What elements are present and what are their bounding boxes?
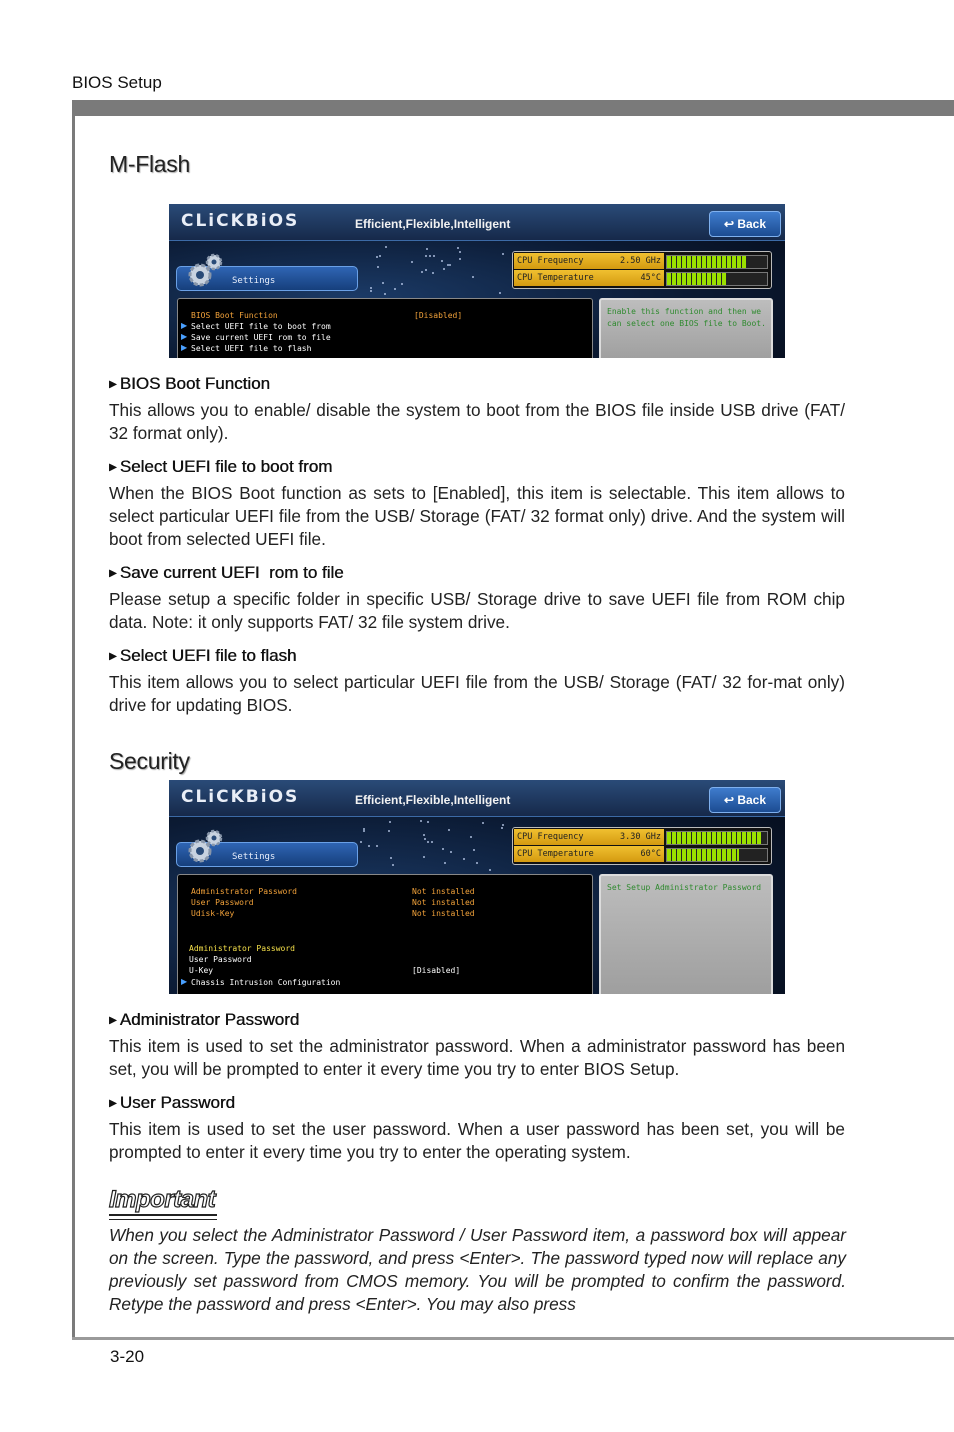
background-star	[385, 246, 387, 248]
bios-help-panel	[599, 298, 773, 358]
page-number: 3-20	[110, 1347, 145, 1366]
background-star	[376, 256, 378, 258]
background-star	[370, 287, 372, 289]
status-udisk-key-value: Not installed	[412, 909, 475, 918]
cpu-temperature-row	[514, 846, 770, 862]
important-note: When you select the Administrator Password / User Password item, a password box will appear on the screen. Type the password, and press <Enter>. The password typed now will replace any previously set password from CMOS memory. You will be prompted to confirm the password. Retype the password and press <Enter>. You may also press	[109, 1225, 846, 1314]
status-user-password: User Password	[191, 898, 254, 907]
bios-header	[169, 204, 785, 241]
background-star	[450, 851, 452, 853]
background-star	[427, 841, 429, 843]
back-button[interactable]: ↩ Back	[709, 211, 781, 237]
cpu-temperature-value: 45°C	[594, 270, 664, 286]
menu-item-u-key[interactable]: U-Key	[189, 966, 214, 975]
background-star	[449, 264, 451, 266]
back-label: Back	[737, 793, 767, 807]
menu-item-admin-password[interactable]: Administrator Password	[189, 944, 295, 953]
bottom-rule	[72, 1337, 954, 1340]
back-button[interactable]: ↩ Back	[709, 787, 781, 813]
background-star	[423, 856, 425, 858]
background-star	[388, 830, 390, 832]
background-star	[473, 849, 475, 851]
background-star	[463, 858, 465, 860]
triangle-bullet-icon: ▶	[109, 568, 117, 579]
cpu-temperature-fill	[667, 273, 727, 285]
submenu-arrow-icon: ▶	[181, 977, 188, 986]
background-star	[459, 251, 461, 253]
background-star	[448, 829, 450, 831]
subhead-select-uefi-boot: ▶ Select UEFI file to boot from	[109, 457, 333, 476]
subhead-select-uefi-flash: ▶ Select UEFI file to flash	[109, 646, 297, 665]
menu-item-select-uefi-flash[interactable]: Select UEFI file to flash	[191, 344, 312, 353]
cpu-frequency-label: CPU Frequency	[514, 829, 594, 845]
cpu-temperature-fill	[667, 849, 739, 861]
cpu-temperature-row	[514, 270, 770, 286]
gear-icon	[185, 828, 225, 868]
background-star	[432, 272, 434, 274]
background-star	[389, 821, 391, 823]
background-star	[429, 255, 431, 257]
background-star	[421, 271, 423, 273]
security-title: Security	[109, 748, 190, 774]
help-text: Enable this function and then we can select one BIOS file to Boot.	[607, 307, 766, 328]
status-user-password-value: Not installed	[412, 898, 475, 907]
background-star	[433, 255, 435, 257]
cpu-frequency-row	[514, 829, 770, 845]
left-rule	[72, 100, 75, 1340]
background-star	[444, 862, 446, 864]
background-star	[424, 838, 426, 840]
cpu-temperature-bar	[666, 272, 768, 286]
background-star	[502, 824, 504, 826]
bios-tagline: Efficient,Flexible,Intelligent	[355, 217, 511, 231]
cpu-frequency-bar	[666, 255, 768, 269]
cpu-temperature-label: CPU Temperature	[514, 270, 594, 286]
background-star	[441, 260, 443, 262]
background-star	[368, 845, 370, 847]
cpu-temperature-bar	[666, 848, 768, 862]
para-save-uefi-rom: Please setup a specific folder in specific USB/ Storage drive to save UEFI file from ROM chip data. Note: it only supports FAT/ 32 file system drive.	[109, 589, 845, 632]
submenu-arrow-icon: ▶	[181, 321, 188, 330]
submenu-arrow-icon: ▶	[181, 332, 188, 341]
bios-menu-panel	[177, 298, 593, 358]
cpu-frequency-row	[514, 253, 770, 269]
cpu-temperature-label: CPU Temperature	[514, 846, 594, 862]
background-star	[489, 869, 491, 871]
background-star	[501, 827, 503, 829]
bios-help-panel	[599, 874, 773, 994]
status-udisk-key: Udisk-Key	[191, 909, 235, 918]
menu-item-value: [Disabled]	[414, 311, 463, 320]
cpu-frequency-fill	[667, 832, 762, 844]
background-star	[442, 848, 444, 850]
cpu-frequency-fill	[667, 256, 747, 268]
background-star	[425, 269, 427, 271]
background-star	[482, 822, 484, 824]
clickbios-logo: CLiCKBiOS	[181, 211, 300, 231]
background-star	[476, 862, 478, 864]
para-bios-boot-function: This allows you to enable/ disable the system to boot from the BIOS file inside USB drive (FAT/ 32 format only).	[109, 400, 845, 443]
subhead-user-password: ▶ User Password	[109, 1093, 235, 1112]
background-star	[459, 258, 461, 260]
clickbios-logo: CLiCKBiOS	[181, 787, 300, 807]
running-head: BIOS Setup	[72, 73, 162, 92]
background-star	[382, 282, 384, 284]
background-star	[360, 841, 362, 843]
cpu-frequency-value: 2.50 GHz	[594, 253, 664, 269]
gear-icon	[185, 252, 225, 292]
important-underline-thin	[109, 1219, 217, 1220]
background-star	[384, 293, 386, 295]
subhead-admin-password: ▶ Administrator Password	[109, 1010, 300, 1029]
menu-item-save-uefi-rom[interactable]: Save current UEFI rom to file	[191, 333, 331, 342]
para-select-uefi-flash: This item allows you to select particular UEFI file from the USB/ Storage (FAT/ 32 for-mat only) drive for updating BIOS.	[109, 672, 845, 715]
mflash-title: M-Flash	[109, 151, 190, 177]
background-star	[431, 841, 433, 843]
header-bar	[72, 100, 954, 116]
background-star	[411, 261, 413, 263]
background-star	[401, 283, 403, 285]
background-star	[457, 247, 459, 249]
background-star	[392, 864, 394, 866]
security-bios-screenshot	[169, 780, 785, 994]
background-star	[426, 248, 428, 250]
para-user-password: This item is used to set the user password. When a user password has been set, you will be prompted to enter it every time you try to enter the operating system.	[109, 1119, 845, 1162]
triangle-bullet-icon: ▶	[109, 1098, 117, 1109]
para-admin-password: This item is used to set the administrator password. When a administrator password has been set, you will be prompted to enter it every time you try to enter BIOS Setup.	[109, 1036, 845, 1079]
cpu-frequency-label: CPU Frequency	[514, 253, 594, 269]
background-star	[390, 857, 392, 859]
background-star	[427, 821, 429, 823]
background-star	[379, 255, 381, 257]
menu-item-u-key-value: [Disabled]	[412, 966, 461, 975]
cpu-temperature-value: 60°C	[594, 846, 664, 862]
bios-tagline: Efficient,Flexible,Intelligent	[355, 793, 511, 807]
subhead-bios-boot-function: ▶ BIOS Boot Function	[109, 374, 270, 393]
background-star	[443, 268, 445, 270]
background-star	[499, 292, 501, 294]
background-star	[394, 288, 396, 290]
status-admin-password-value: Not installed	[412, 887, 475, 896]
triangle-bullet-icon: ▶	[109, 1015, 117, 1026]
background-star	[376, 845, 378, 847]
important-title: Important	[109, 1186, 216, 1213]
submenu-arrow-icon: ▶	[181, 343, 188, 352]
back-label: Back	[737, 217, 767, 231]
background-star	[472, 276, 474, 278]
help-text: Set Setup Administrator Password	[607, 883, 762, 892]
background-star	[370, 290, 372, 292]
menu-item-user-password[interactable]: User Password	[189, 955, 252, 964]
background-star	[363, 830, 365, 832]
mflash-bios-screenshot	[169, 204, 785, 358]
triangle-bullet-icon: ▶	[109, 651, 117, 662]
cpu-stats	[512, 827, 772, 865]
settings-tab-label: Settings	[232, 276, 276, 286]
menu-item-bios-boot-function[interactable]: BIOS Boot Function	[191, 311, 278, 320]
para-select-uefi-boot: When the BIOS Boot function as sets to [Enabled], this item is selectable. This item allows to select particular UEFI file from the USB/ Storage (FAT/ 32 format only) drive. And the system will boot from selected UEFI file.	[109, 483, 845, 549]
triangle-bullet-icon: ▶	[109, 462, 117, 473]
background-star	[502, 253, 504, 255]
background-star	[425, 255, 427, 257]
subhead-save-uefi-rom: ▶ Save current UEFI rom to file	[109, 563, 344, 582]
settings-tab-label: Settings	[232, 852, 276, 862]
menu-item-chassis-intrusion[interactable]: Chassis Intrusion Configuration	[191, 978, 341, 987]
background-star	[470, 836, 472, 838]
background-star	[420, 820, 422, 822]
background-star	[377, 266, 379, 268]
important-underline	[109, 1214, 217, 1216]
bios-menu-panel	[177, 874, 593, 994]
cpu-stats	[512, 251, 772, 289]
status-admin-password: Administrator Password	[191, 887, 297, 896]
background-star	[423, 834, 425, 836]
triangle-bullet-icon: ▶	[109, 379, 117, 390]
menu-item-select-uefi-boot[interactable]: Select UEFI file to boot from	[191, 322, 331, 331]
cpu-frequency-value: 3.30 GHz	[594, 829, 664, 845]
cpu-frequency-bar	[666, 831, 768, 845]
bios-header	[169, 780, 785, 817]
